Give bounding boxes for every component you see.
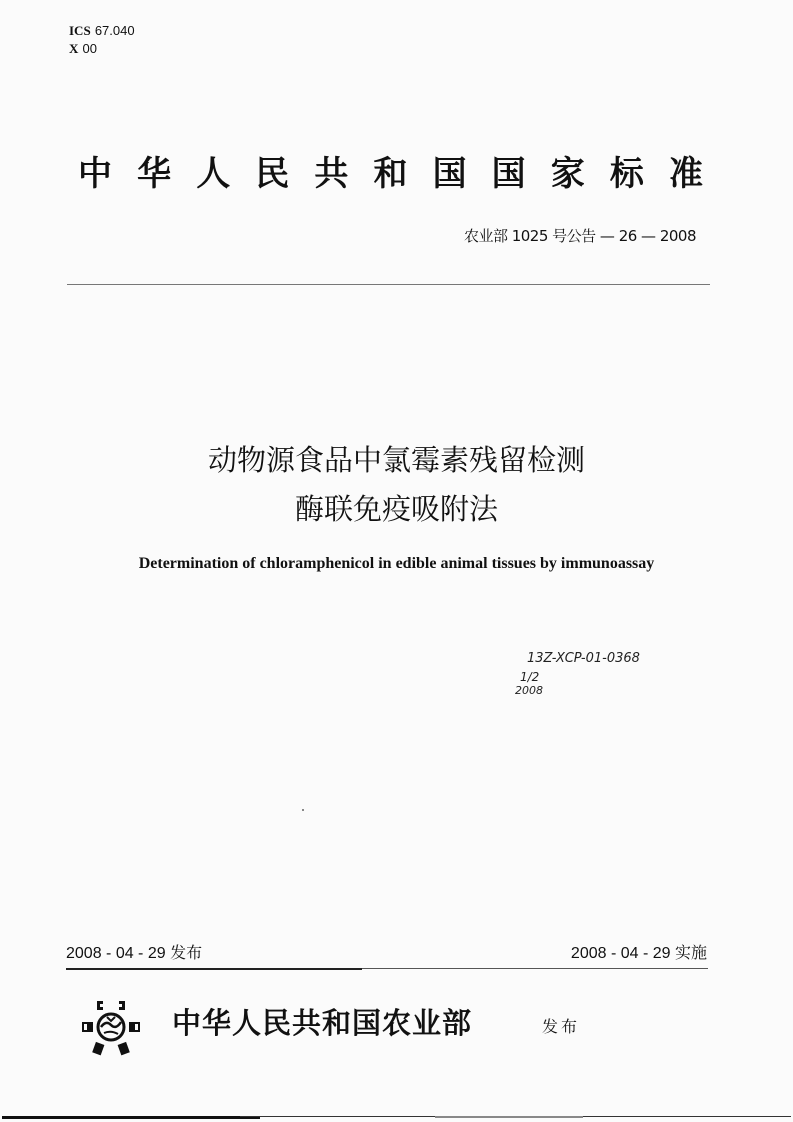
classification-codes <box>69 22 135 58</box>
heading-char: 中 <box>78 154 112 194</box>
class-code <box>69 40 135 58</box>
bottom-rule <box>583 1116 791 1117</box>
ics-label: ICS <box>69 23 91 38</box>
heading-char: 家 <box>550 154 585 194</box>
implementation-date: 2008 - 04 - 29 实施 <box>570 945 707 962</box>
heading-char: 准 <box>668 154 703 194</box>
bottom-rule <box>240 1116 435 1117</box>
heading-char: 共 <box>314 154 349 194</box>
heading-char: 民 <box>255 154 290 194</box>
title-cn-line1: 动物源食品中氯霉素残留检测 <box>207 443 585 477</box>
ics-code <box>69 22 135 40</box>
heading-char: 国 <box>491 154 526 194</box>
heading-char: 人 <box>196 154 231 194</box>
bottom-rule <box>2 1116 260 1119</box>
ics-value: 67.040 <box>94 23 135 38</box>
title-en: Determination of chloramphenicol in edible animal tissues by immunoassay <box>138 555 655 572</box>
dates-divider-left <box>66 968 362 970</box>
class-value: 00 <box>82 41 97 56</box>
issue-date: 2008 - 04 - 29 发布 <box>66 945 203 962</box>
heading-char: 国 <box>432 154 467 194</box>
annotation-line1: 13Z-XCP-01-0368 <box>527 651 640 666</box>
scan-speck <box>302 809 304 811</box>
annotation-line3: 2008 <box>515 684 543 697</box>
header-divider <box>67 284 710 285</box>
heading-char: 和 <box>373 154 408 194</box>
national-standard-heading <box>78 150 703 198</box>
class-label: X <box>69 41 79 56</box>
dates-divider-right <box>362 968 708 969</box>
ministry-emblem-icon <box>80 998 142 1058</box>
bottom-rule <box>435 1116 583 1118</box>
issued-by-label: 发布 <box>542 1017 581 1036</box>
handwritten-annotation <box>515 651 640 698</box>
annotation-line2: 1/2 <box>520 670 540 684</box>
title-cn-line2: 酶联免疫吸附法 <box>294 492 498 526</box>
heading-char: 标 <box>609 154 644 194</box>
issuing-authority: 中华人民共和国农业部 <box>172 1006 473 1040</box>
standard-number: 农业部 1025 号公告 — 26 — 2008 <box>463 227 696 245</box>
heading-char: 华 <box>137 154 172 194</box>
